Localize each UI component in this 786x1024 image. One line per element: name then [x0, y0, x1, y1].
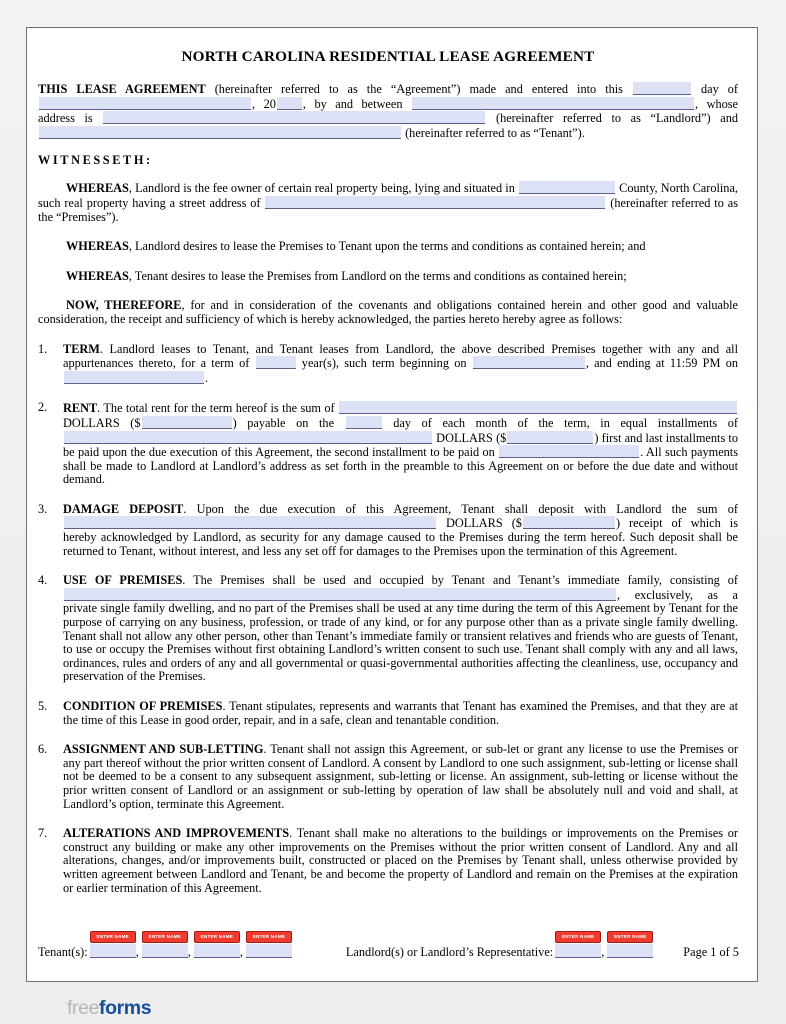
clause-7-text-1: . Tenant shall make no alterations to the buildings or improvements on the Premises or construct any building or make any other improvements on the Premises without the prior written consent of Landlord. Any and all alterations, changes, and/or improvements built, constructed or placed on the Premises by Tenant shall, unless otherwise provided by written agreement between Landlord and Tenant, be and become the property of Landlord and remain on the Premises at the expiration or earlier termination of this Agreement. [63, 826, 739, 895]
clause-body-2 [63, 401, 738, 487]
logo-text-free: free [67, 997, 100, 1019]
preamble-text-7: (hereinafter referred to as “Tenant”). [402, 125, 585, 140]
landlord-signature-label: Landlord(s) or Landlord’s Representative: [345, 945, 554, 959]
clause-body-1 [63, 343, 738, 386]
clause-body-7 [63, 827, 738, 895]
page-title: NORTH CAROLINA RESIDENTIAL LEASE AGREEMENT [181, 48, 595, 65]
clause-2-text-4: day of each month of the term, in equal installments of [382, 415, 738, 430]
blank-total-rent-words[interactable] [339, 401, 737, 414]
tooltip-label-4: ENTER NAME [252, 934, 286, 939]
blank-day[interactable] [633, 82, 691, 95]
document-page [26, 27, 758, 982]
clause-2-text-7: . All such payments shall be made to Landlord at Landlord’s address as set forth in the preamble to this Agreement on or before the due date and without demand. [63, 445, 739, 487]
enter-name-tooltip-icon [246, 931, 292, 943]
blank-landlord-name[interactable] [412, 97, 694, 110]
whereas-1-text-3: (hereinafter referred to as the “Premises”). [38, 195, 738, 224]
clause-body-6 [63, 743, 738, 811]
clause-heading-assignment-subletting: ASSIGNMENT AND SUB-LETTING [63, 742, 264, 757]
clause-2-text-1: . The total rent for the term hereof is the sum of [97, 401, 338, 416]
clause-1-text-4: . [205, 370, 209, 385]
signature-footer-row [38, 934, 739, 960]
clause-3-text-2: DOLLARS ($ [437, 516, 522, 531]
landlord-signature-fields [553, 934, 653, 960]
now-therefore-lead: NOW, THEREFORE [66, 298, 182, 313]
whereas-1-text-1: , Landlord is the fee owner of certain real property being, lying and situated in [128, 181, 518, 196]
clause-number-5: 5. [38, 699, 48, 713]
clause-number-4: 4. [38, 573, 48, 588]
tenant-signature-fields [88, 934, 292, 960]
tenant-signature-label: Tenant(s): [38, 945, 88, 959]
clause-rent [38, 401, 738, 487]
clause-body-3 [63, 503, 738, 558]
sig-separator-1: , [135, 945, 139, 959]
blank-second-installment-date[interactable] [499, 445, 639, 458]
landlord-name-field-2[interactable] [607, 934, 653, 958]
enter-name-tooltip-icon [194, 931, 240, 943]
preamble-text-5: , whose address is [38, 96, 738, 126]
clause-1-text-3: , and ending at 11:59 PM on [585, 356, 738, 371]
enter-name-tooltip-icon [90, 931, 136, 943]
clause-6-text-1: . Tenant shall not assign this Agreement, or sub-let or grant any license to use the Premises or any part thereof without the prior written consent of Landlord. A consent by Landlord to one such assignment, sub-letting or license shall not be deemed to be a consent to any subsequent assignment, sub-letting or license. An assignment, sub-letting or license without the prior written consent of Landlord or an assignment or sub-letting by operation of law shall be absolutely null and void and shall, at Landlord’s option, terminate this Agreement. [63, 742, 738, 811]
whereas-paragraph-2 [38, 240, 738, 254]
blank-rent-due-day[interactable] [346, 416, 382, 429]
page-content [38, 37, 738, 967]
preamble-text-6: (hereinafter referred to as “Landlord”) and [486, 111, 738, 126]
clause-1-text-2: year(s), such term beginning on [296, 356, 472, 371]
whereas-1-lead: WHEREAS [66, 181, 129, 196]
clause-heading-alterations-improvements: ALTERATIONS AND IMPROVEMENTS [63, 826, 290, 841]
tenant-name-field-4[interactable] [246, 934, 292, 958]
blank-term-end-date[interactable] [64, 371, 204, 384]
clause-4-text-2: , exclusively, as a private single family dwelling, and no part of the Premises shall be used at any time during the term of this Agreement by Tenant for the purpose of carrying on any business, profession, or trade of any kind, or for any purpose other than as a private single family dwelling. Tenant shall not allow any other person, other than Tenant’s immediate family or transient relatives and friends who are guests of Tenant, to use or occupy the Premises without first obtaining Landlord’s written consent to such use. Tenant shall comply with any and all laws, ordinances, rules and orders of any and all governmental or quasi-governmental authorities affecting the cleanliness, use, occupancy and preservation of the Premises. [63, 587, 738, 684]
clause-number-6: 6. [38, 742, 48, 757]
blank-deposit-amount[interactable] [523, 516, 615, 529]
preamble-text-3: , 20 [252, 96, 276, 111]
clause-use-of-premises [38, 574, 738, 684]
clause-4-text-1: . The Premises shall be used and occupied by Tenant and Tenant’s immediate family, consisting of [182, 573, 738, 588]
sig-separator-4: , [601, 945, 605, 959]
blank-county[interactable] [519, 181, 615, 194]
blank-deposit-words[interactable] [64, 516, 436, 529]
blank-street-address[interactable] [265, 196, 605, 209]
clause-2-text-2: DOLLARS ($ [63, 415, 141, 430]
clause-term [38, 343, 738, 386]
preamble-paragraph [38, 82, 738, 140]
clause-3-text-1: . Upon the due execution of this Agreement, Tenant shall deposit with Landlord the sum of [183, 501, 738, 516]
clause-condition-of-premises [38, 700, 738, 727]
sig-separator-2: , [187, 945, 191, 959]
blank-total-rent-amount[interactable] [142, 416, 232, 429]
clause-number-2: 2. [38, 400, 48, 415]
clause-assignment-subletting [38, 743, 738, 811]
clause-number-1: 1. [38, 341, 48, 356]
blank-term-years[interactable] [256, 356, 296, 369]
clause-1-text-1: . Landlord leases to Tenant, and Tenant leases from Landlord, the above described Premises together with any and all appurtenances thereto, for a term of [63, 341, 738, 371]
enter-name-tooltip-icon [607, 931, 653, 943]
whereas-paragraph-1 [38, 181, 738, 224]
blank-landlord-address[interactable] [103, 111, 485, 124]
whereas-1-text-2: County, North Carolina, such real property having a street address of [38, 181, 738, 210]
page-number-label: Page 1 of 5 [683, 945, 739, 959]
preamble-text-2: day of [691, 82, 739, 96]
clause-2-text-6: ) first and last installments to be paid upon the due execution of this Agreement, the second installment to be paid on [63, 430, 738, 460]
tenant-name-field-3[interactable] [194, 934, 240, 958]
blank-year[interactable] [277, 97, 302, 110]
whereas-2-text: , Landlord desires to lease the Premises to Tenant upon the terms and conditions as contained herein; and [128, 239, 646, 254]
blank-tenant-name[interactable] [39, 126, 401, 139]
tooltip-label-2: ENTER NAME [148, 934, 181, 939]
whereas-3-lead: WHEREAS [66, 268, 129, 283]
tooltip-label-3: ENTER NAME [200, 934, 234, 939]
clause-alterations-improvements [38, 827, 738, 895]
preamble-lead: THIS LEASE AGREEMENT [38, 82, 206, 96]
enter-name-tooltip-icon [555, 931, 601, 943]
whereas-3-text: , Tenant desires to lease the Premises from Landlord on the terms and conditions as contained herein; [128, 268, 627, 283]
clause-heading-term: TERM [63, 341, 100, 356]
clause-3-text-3: ) receipt of which is hereby acknowledged by Landlord, as security for any damage caused to the Premises during the term hereof. Such deposit shall be returned to Tenant, without interest, and less any set off for damages to the Premises upon the termination of this Agreement. [63, 516, 738, 558]
enter-name-tooltip-icon [142, 931, 188, 943]
preamble-text-4: , by and between [302, 96, 411, 111]
tooltip-label-1: ENTER NAME [96, 934, 129, 939]
witnesseth-heading: WITNESSETH: [38, 153, 153, 168]
clause-number-7: 7. [38, 826, 48, 841]
clause-body-4 [63, 574, 738, 684]
blank-occupants[interactable] [64, 588, 616, 601]
clause-2-text-5: DOLLARS ($ [433, 430, 507, 445]
sig-separator-3: , [239, 945, 243, 959]
tooltip-label-6: ENTER NAME [614, 934, 647, 939]
clause-heading-use-of-premises: USE OF PREMISES [63, 573, 183, 588]
now-therefore-text: , for and in consideration of the covenants and obligations contained herein and other good and valuable consideration, the receipt and sufficiency of which is hereby acknowledged, the parties hereto hereby agree as follows: [38, 298, 738, 326]
blank-term-start-date[interactable] [473, 356, 585, 369]
clause-number-3: 3. [38, 501, 48, 516]
tenant-name-field-2[interactable] [142, 934, 188, 958]
blank-month[interactable] [39, 97, 251, 110]
blank-installment-words[interactable] [64, 431, 432, 444]
logo-text-forms: forms [99, 997, 152, 1019]
clause-heading-condition-of-premises: CONDITION OF PREMISES [63, 699, 223, 713]
whereas-2-lead: WHEREAS [66, 239, 129, 254]
clause-heading-rent: RENT [63, 401, 98, 416]
tooltip-label-5: ENTER NAME [562, 934, 595, 939]
landlord-name-field-1[interactable] [555, 934, 601, 958]
clause-2-text-3: ) payable on the [232, 415, 345, 430]
preamble-text-1: (hereinafter referred to as the “Agreement”) made and entered into this [205, 82, 632, 96]
blank-installment-amount[interactable] [507, 431, 593, 444]
clause-5-text-1: . Tenant stipulates, represents and warrants that Tenant has examined the Premises, and that they are at the time of this Lease in good order, repair, and in a safe, clean and tenantable condition. [63, 699, 739, 727]
freeforms-logo [67, 997, 151, 1020]
clause-heading-damage-deposit: DAMAGE DEPOSIT [63, 501, 184, 516]
clause-damage-deposit [38, 503, 738, 558]
clause-body-5 [63, 700, 738, 727]
now-therefore-paragraph [38, 299, 738, 326]
tenant-name-field-1[interactable] [90, 934, 136, 958]
whereas-paragraph-3 [38, 270, 738, 284]
